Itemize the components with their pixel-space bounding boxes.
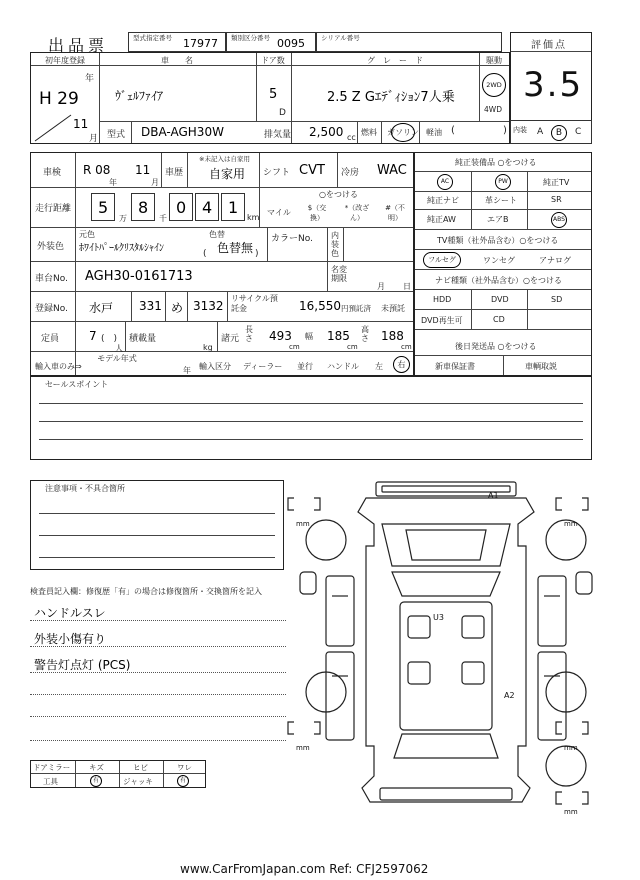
- length-value: 493: [269, 329, 292, 343]
- grade-value: 2.5 Z Gｴﾃﾞｨｼｮﾝ7人乗: [327, 90, 455, 105]
- reg-number: 3132: [193, 299, 224, 313]
- page-title: 出品票: [48, 36, 109, 55]
- model-designation-cell: 型式指定番号 17977: [128, 32, 226, 52]
- displacement-value: 2,500: [309, 125, 344, 139]
- notes-box: 注意事項・不具合箇所: [30, 480, 284, 570]
- capacity-value: 7: [89, 329, 97, 343]
- vehicle-info-table: 初年度登録 年 H 29 11 月 車 名 ｳﾞｪﾙﾌｧｲｱ ドア数 5 D グ レ ー ド 2.5 Z Gｴﾃﾞｨｼｮﾝ7人乗 駆動 2WD 4WD 型式 DBA-AGH30W 排気量 2,500 cc 燃料 ガソリン 軽油 ( ): [30, 52, 510, 144]
- height-value: 188: [381, 329, 404, 343]
- reg-class: 331: [139, 299, 162, 313]
- serial-cell: シリアル番号: [316, 32, 502, 52]
- category-value: 0095: [277, 37, 305, 50]
- diagram-label-u3: U3: [433, 613, 444, 622]
- diagram-mm-spare: mm: [564, 808, 578, 816]
- color-change-value: 色替無: [217, 241, 254, 255]
- equipment-ac-circled: AC: [437, 174, 453, 190]
- category-cell: 類別区分番号 0095: [226, 32, 316, 52]
- first-reg-month: 11: [73, 117, 89, 131]
- equipment-pw-circled: PW: [495, 174, 511, 190]
- car-name-value: ｳﾞｪﾙﾌｧｲｱ: [115, 89, 164, 103]
- inspection-value: R 08: [83, 163, 111, 177]
- interior-grade-b-circled: B: [551, 125, 567, 141]
- note-item-1: ハンドルスレ: [34, 606, 106, 620]
- tool-present-circled: 有: [90, 775, 102, 787]
- reg-kana: め: [171, 301, 184, 315]
- equipment-abs-circled: ABS: [551, 212, 567, 228]
- equipment-panel: 純正装備品 ○をつける AC PW 純正TV 純正ナビ 革シート SR 純正AW エアB ABS TV種類（社外品含む）○をつける フルセグ ワンセグ アナログ ナビ種類（社外品含む）○をつける HDD DVD SD DVD再生可 CD 後日発送品 ○をつける 新車保証書 車輌取説: [414, 152, 592, 376]
- mileage-digit-3: 0: [169, 193, 193, 221]
- car-condition-diagram: [286, 476, 606, 816]
- first-reg-slash: [33, 113, 73, 143]
- drive-2wd-circled: 2WD: [482, 73, 506, 97]
- footer-text: www.CarFromJapan.com Ref: CFJ2597062: [180, 862, 429, 876]
- diagram-mm-fl: mm: [296, 520, 310, 528]
- chassis-value: AGH30-0161713: [85, 269, 193, 284]
- doors-value: 5: [269, 87, 278, 102]
- sales-points-box: セールスポイント: [30, 376, 592, 460]
- mileage-digit-2: 8: [131, 193, 155, 221]
- rating-value: 3.5: [523, 65, 584, 105]
- width-value: 185: [327, 329, 350, 343]
- drive-4wd: 4WD: [484, 105, 502, 114]
- note-item-2: 外装小傷有り: [34, 632, 107, 646]
- first-reg-year: H 29: [39, 89, 79, 109]
- model-designation-value: 17977: [183, 37, 218, 50]
- interior-grade-row: 内装 A B C: [510, 120, 592, 144]
- mileage-digit-1: 5: [91, 193, 115, 221]
- diagram-label-a2: A2: [504, 691, 515, 700]
- diagram-label-a1: A1: [488, 491, 499, 500]
- tv-fullseg-circled: フルセグ: [423, 252, 461, 268]
- reg-place: 水戸: [89, 301, 114, 315]
- detail-table: 車検 R 08 年 11 月 車歴 ※未記入は自家用 自家用 シフト CVT 冷房 WAC 走行距離 5 万 8 千 0 4 1 km ○をつける マイル $（交換） *（改ざん） #（不明） 外装色 元色 ﾎﾜｲﾄﾊﾟｰﾙｸﾘｽﾀﾙｼｬｲﾝ 色替 色替無 ( ) カラーNo. 内装色 車台No. AGH30-0161713 名変期限 月 日 登録No. 水戸 331 め 3132 リサイクル預託金 16,550 円預託済 未預託 定員 7 ( ) 人 積載量 kg 諸元 長さ 493 cm 幅 185 cm 高さ 188 cm 輸入車のみ⇒ モデル年式 年 輸入区分 ディーラー 並行 ハンドル 左 右: [30, 152, 414, 376]
- inspection-month: 11: [135, 163, 151, 177]
- inspector-label: 検査員記入欄：修復歴「有」の場合は修復箇所・交換箇所を記入: [30, 587, 262, 596]
- accessory-table: ドアミラー キズ ヒビ ワレ 工具 有 ジャッキ 有: [30, 760, 206, 788]
- diagram-mm-fr: mm: [564, 520, 578, 528]
- jack-present-circled: 有: [177, 775, 189, 787]
- rating-label: 評価点: [531, 40, 567, 51]
- shift-value: CVT: [299, 163, 325, 178]
- note-item-3: 警告灯点灯 (PCS): [34, 658, 131, 672]
- color-value: ﾎﾜｲﾄﾊﾟｰﾙｸﾘｽﾀﾙｼｬｲﾝ: [79, 243, 164, 254]
- diagram-mm-rr: mm: [564, 744, 578, 752]
- mileage-digit-5: 1: [221, 193, 245, 221]
- ac-value: WAC: [377, 163, 407, 178]
- history-value: 自家用: [209, 167, 246, 181]
- handle-right-circled: 右: [393, 356, 410, 373]
- model-value: DBA-AGH30W: [141, 125, 224, 139]
- fuel-value: ガソリン: [387, 128, 419, 137]
- mileage-digit-4: 4: [195, 193, 219, 221]
- recycle-value: 16,550: [299, 299, 341, 313]
- diagram-mm-rl: mm: [296, 744, 310, 752]
